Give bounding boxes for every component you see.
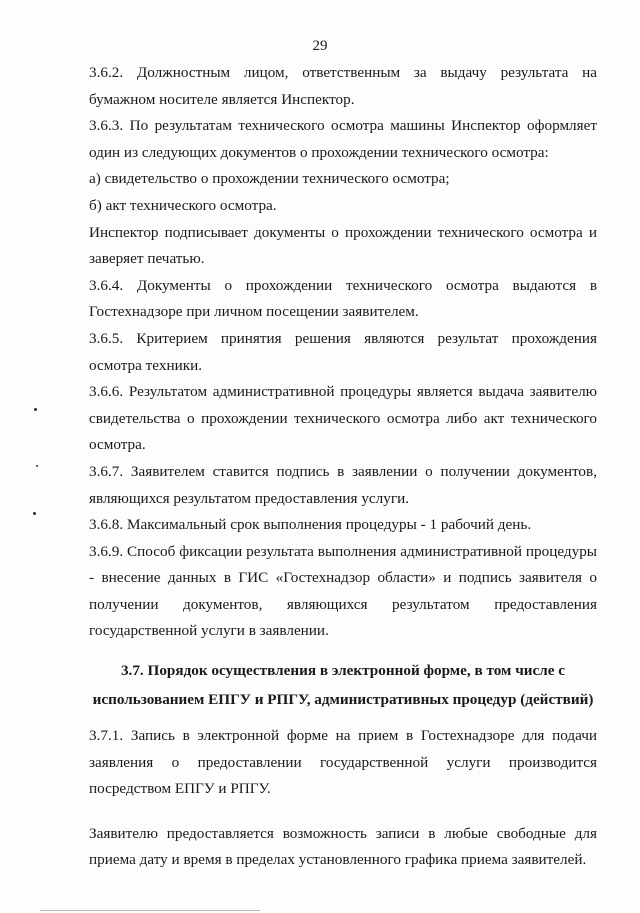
page-number: 29 xyxy=(312,38,328,54)
paragraph-3-6-5: 3.6.5. Критерием принятия решения являются результат прохождения осмотра техники. xyxy=(89,329,597,374)
paragraph-3-6-8: 3.6.8. Максимальный срок выполнения процедуры - 1 рабочий день. xyxy=(89,516,532,534)
scan-edge-line xyxy=(40,910,260,911)
scan-speck xyxy=(36,465,38,467)
paragraph-3-6-2: 3.6.2. Должностным лицом, ответственным за выдачу результата на бумажном носителе является Инспектор. xyxy=(89,64,597,108)
paragraph-inspector-signs: Инспектор подписывает документы о прохождении технического осмотра и заверяет печатью. xyxy=(89,223,597,268)
paragraph-3-6-9: 3.6.9. Способ фиксации результата выполнения административной процедуры - внесение данных в ГИС «Гостехнадзор области» и подпись заявителя о получении документов, являющихся результатом предоставления государственной услуги в заявлении. xyxy=(89,542,597,640)
list-item-a: а) свидетельство о прохождении технического осмотра; xyxy=(89,170,450,188)
paragraph-3-6-3: 3.6.3. По результатам технического осмотра машины Инспектор оформляет один из следующих документов о прохождении технического осмотра: xyxy=(89,117,597,161)
paragraph-3-7-1: 3.7.1. Запись в электронной форме на прием в Гостехнадзоре для подачи заявления о предоставлении государственной услуги производится посредством ЕПГУ и РПГУ. xyxy=(89,727,597,798)
list-item-b: б) акт технического осмотра. xyxy=(89,196,277,214)
section-heading-3-7: 3.7. Порядок осуществления в электронной форме, в том числе с использованием ЕПГУ и РПГУ, административных процедур (действий) xyxy=(92,662,594,709)
paragraph-3-6-7: 3.6.7. Заявителем ставится подпись в заявлении о получении документов, являющихся результатом предоставления услуги. xyxy=(89,462,597,507)
paragraph-applicant-booking: Заявителю предоставляется возможность записи в любые свободные для приема дату и время в пределах установленного графика приема заявителей. xyxy=(89,824,597,869)
paragraph-3-6-4: 3.6.4. Документы о прохождении технического осмотра выдаются в Гостехнадзоре при личном посещении заявителем. xyxy=(89,276,597,321)
scan-speck xyxy=(33,512,36,515)
paragraph-3-6-6: 3.6.6. Результатом административной процедуры является выдача заявителю свидетельства о прохождении технического осмотра либо акт технического осмотра. xyxy=(89,383,597,454)
scan-speck xyxy=(34,408,37,411)
document-body xyxy=(89,60,597,874)
